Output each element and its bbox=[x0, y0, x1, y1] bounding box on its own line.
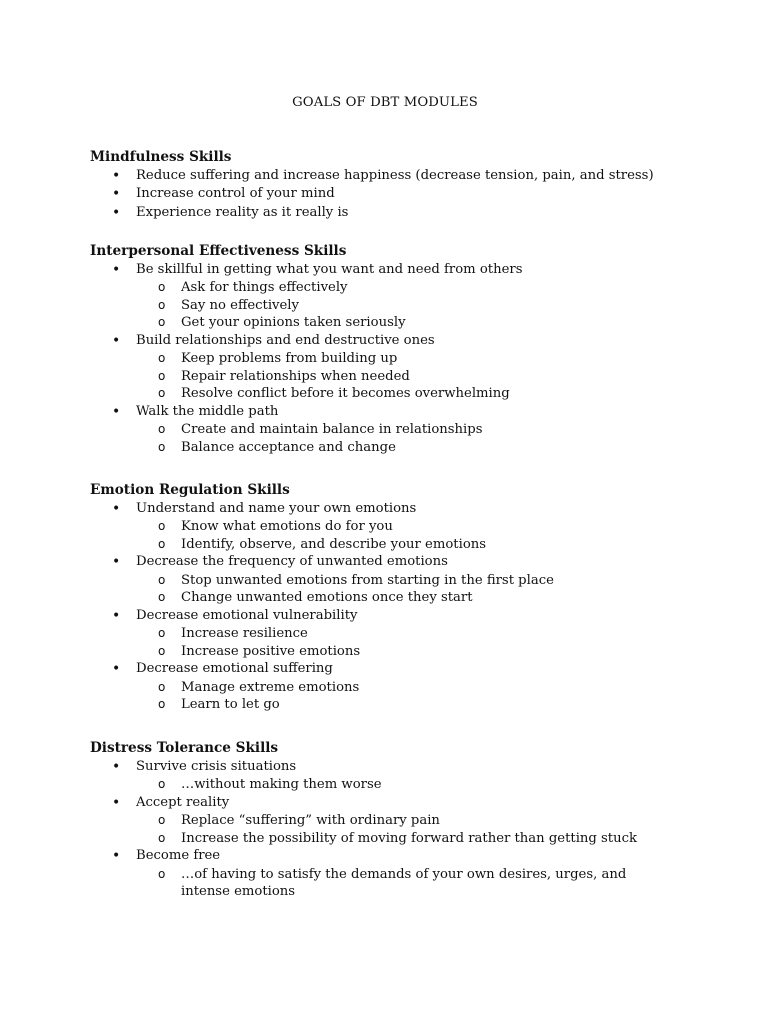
sub-list-item: o Get your opinions taken seriously bbox=[90, 314, 710, 332]
list-item: • Decrease emotional vulnerability bbox=[90, 607, 710, 626]
sub-list-item: o Identify, observe, and describe your emotions bbox=[90, 536, 710, 554]
sub-list-item: o Change unwanted emotions once they start bbox=[90, 589, 710, 607]
list-item: • Reduce suffering and increase happiness (decrease tension, pain, and stress) bbox=[90, 167, 710, 186]
sub-list-item: o Replace “suffering” with ordinary pain bbox=[90, 812, 710, 830]
sub-list-item: o …without making them worse bbox=[90, 776, 710, 794]
list-item: • Accept reality bbox=[90, 794, 710, 813]
sub-list-item: o Say no effectively bbox=[90, 297, 710, 315]
sub-list-item: o Balance acceptance and change bbox=[90, 439, 710, 457]
section-distress-tolerance bbox=[90, 739, 710, 901]
sub-list-item: o Keep problems from building up bbox=[90, 350, 710, 368]
section-emotion-regulation bbox=[90, 481, 710, 714]
bullet-list bbox=[90, 167, 710, 223]
section-heading: Emotion Regulation Skills bbox=[90, 482, 290, 498]
sub-list-item: o …of having to satisfy the demands of your own desires, urges, and intense emotions bbox=[90, 866, 710, 901]
sub-list-item: o Increase the possibility of moving forward rather than getting stuck bbox=[90, 830, 710, 848]
sub-list-item: o Repair relationships when needed bbox=[90, 368, 710, 386]
section-interpersonal-effectiveness bbox=[90, 242, 710, 456]
section-heading: Distress Tolerance Skills bbox=[90, 740, 279, 756]
list-item: • Decrease the frequency of unwanted emotions bbox=[90, 553, 710, 572]
section-mindfulness bbox=[90, 148, 710, 222]
list-item: • Build relationships and end destructive ones bbox=[90, 332, 710, 351]
section-heading: Interpersonal Effectiveness Skills bbox=[90, 243, 347, 259]
bullet-list bbox=[90, 500, 710, 714]
section-heading: Mindfulness Skills bbox=[90, 149, 232, 165]
sub-list-item: o Resolve conflict before it becomes overwhelming bbox=[90, 385, 710, 403]
list-item: • Understand and name your own emotions bbox=[90, 500, 710, 519]
document-title: GOALS OF DBT MODULES bbox=[292, 95, 478, 110]
sub-list-item: o Ask for things effectively bbox=[90, 279, 710, 297]
sub-list-item: o Increase positive emotions bbox=[90, 643, 710, 661]
list-item: • Become free bbox=[90, 847, 710, 866]
sub-list-item: o Manage extreme emotions bbox=[90, 679, 710, 697]
bullet-list bbox=[90, 261, 710, 457]
list-item: • Decrease emotional suffering bbox=[90, 660, 710, 679]
list-item: • Increase control of your mind bbox=[90, 185, 710, 204]
list-item: • Survive crisis situations bbox=[90, 758, 710, 777]
sub-list-item: o Know what emotions do for you bbox=[90, 518, 710, 536]
sub-list-item: o Increase resilience bbox=[90, 625, 710, 643]
list-item: • Be skillful in getting what you want and need from others bbox=[90, 261, 710, 280]
list-item: • Walk the middle path bbox=[90, 403, 710, 422]
sub-list-item: o Create and maintain balance in relationships bbox=[90, 421, 710, 439]
bullet-list bbox=[90, 758, 710, 901]
sub-list-item: o Stop unwanted emotions from starting in the first place bbox=[90, 572, 710, 590]
list-item: • Experience reality as it really is bbox=[90, 204, 710, 223]
sub-list-item: o Learn to let go bbox=[90, 696, 710, 714]
